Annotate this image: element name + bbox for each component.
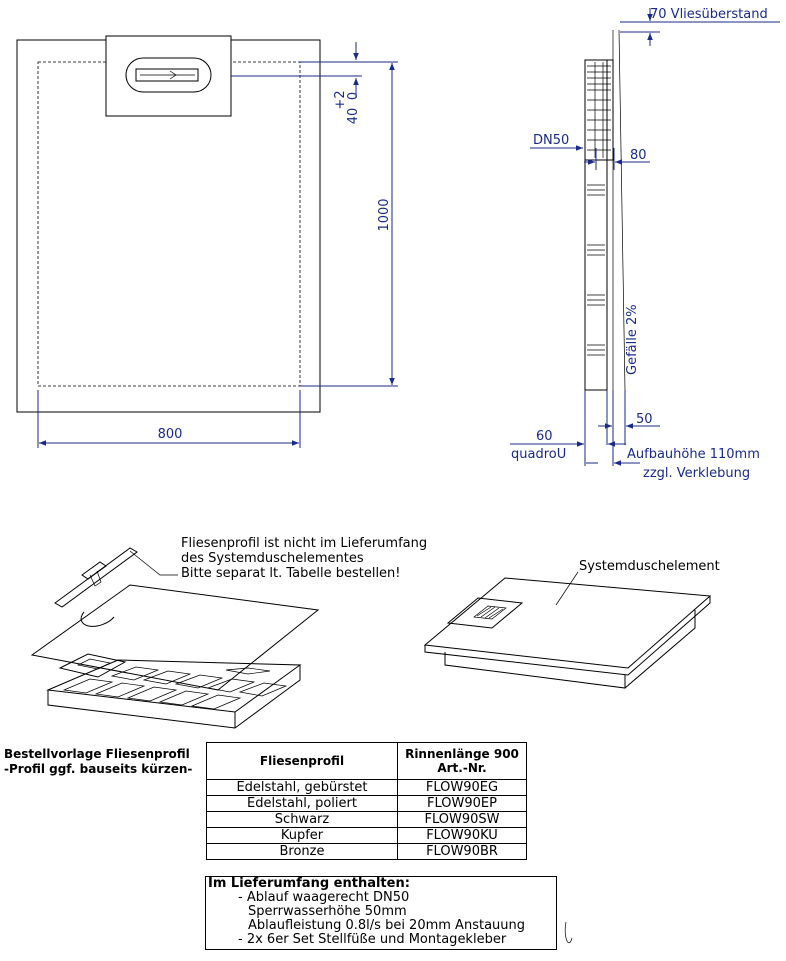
profile-cell: Edelstahl, gebürstet xyxy=(207,780,398,796)
scope-item2: - 2x 6er Set Stellfüße und Montagekleber xyxy=(238,932,507,947)
art-cell: FLOW90EP xyxy=(398,796,527,812)
stray-mark xyxy=(565,922,572,943)
dimension-80: 80 xyxy=(630,148,647,163)
scope-item1a: Sperrwasserhöhe 50mm xyxy=(248,904,407,919)
table-row xyxy=(207,812,527,828)
table-row xyxy=(207,780,527,796)
width-dimension: 800 xyxy=(157,427,183,442)
col-art-header xyxy=(398,743,527,780)
col-art-header-line2: Art.-Nr. xyxy=(437,761,487,775)
col-profile-header: Fliesenprofil xyxy=(207,743,398,780)
top-view xyxy=(17,36,398,448)
dimension-50: 50 xyxy=(636,412,653,427)
offset-dimension-zero: 0 xyxy=(346,91,361,101)
side-body xyxy=(585,60,607,390)
art-cell: FLOW90BR xyxy=(398,844,527,860)
scope-item1b: Ablaufleistung 0.8l/s bei 20mm Anstauung xyxy=(248,918,525,933)
drain-plate xyxy=(106,36,231,116)
order-template-line2: -Profil ggf. bauseits kürzen- xyxy=(4,762,193,776)
fleece-overhang-label: 70 Vliesüberstand xyxy=(650,7,768,22)
assembled-drain-plate xyxy=(448,598,522,628)
offset-dimension-plus: +2 xyxy=(333,90,348,110)
scope-title: Im Lieferumfang enthalten: xyxy=(208,876,410,891)
table-header xyxy=(207,743,527,780)
table-row xyxy=(207,828,527,844)
system-element-label: Systemduschelement xyxy=(579,559,720,574)
profile-cell: Bronze xyxy=(207,844,398,860)
tile-profile xyxy=(55,548,137,607)
build-height-label: Aufbauhöhe 110mm xyxy=(627,447,760,462)
art-cell: FLOW90EG xyxy=(398,780,527,796)
exploded-view xyxy=(32,536,427,728)
assembled-view xyxy=(425,559,720,688)
order-template-line1: Bestellvorlage Fliesenprofil xyxy=(4,747,190,761)
scope-item1: - Ablauf waagerecht DN50 xyxy=(238,890,410,905)
height-dimension: 1000 xyxy=(377,198,392,232)
art-cell: FLOW90KU xyxy=(398,828,527,844)
profile-note-line2: des Systemduschelementes xyxy=(181,551,364,566)
assembled-top xyxy=(425,578,710,668)
dimension-60: 60 xyxy=(536,429,553,444)
order-template xyxy=(4,747,192,777)
membrane-sheet xyxy=(32,585,318,690)
profile-note-line1: Fliesenprofil ist nicht im Lieferumfang xyxy=(181,536,428,551)
table-row xyxy=(207,796,527,812)
profile-table xyxy=(206,742,527,860)
col-art-header-line1: Rinnenlänge 900 xyxy=(405,747,519,761)
side-view xyxy=(510,7,780,481)
drain-size-label: DN50 xyxy=(533,133,570,148)
quadro-label: quadroU xyxy=(511,447,567,462)
profile-cell: Kupfer xyxy=(207,828,398,844)
offset-dimension-40: 40 xyxy=(346,107,361,125)
slope-label: Gefälle 2% xyxy=(625,304,640,375)
profile-cell: Schwarz xyxy=(207,812,398,828)
art-cell: FLOW90SW xyxy=(398,812,527,828)
table-row xyxy=(207,844,527,860)
build-height-note: zzgl. Verklebung xyxy=(643,466,751,481)
profile-cell: Edelstahl, poliert xyxy=(207,796,398,812)
scope-of-delivery xyxy=(205,876,557,950)
profile-note-line3: Bitte separat lt. Tabelle bestellen! xyxy=(181,566,401,581)
